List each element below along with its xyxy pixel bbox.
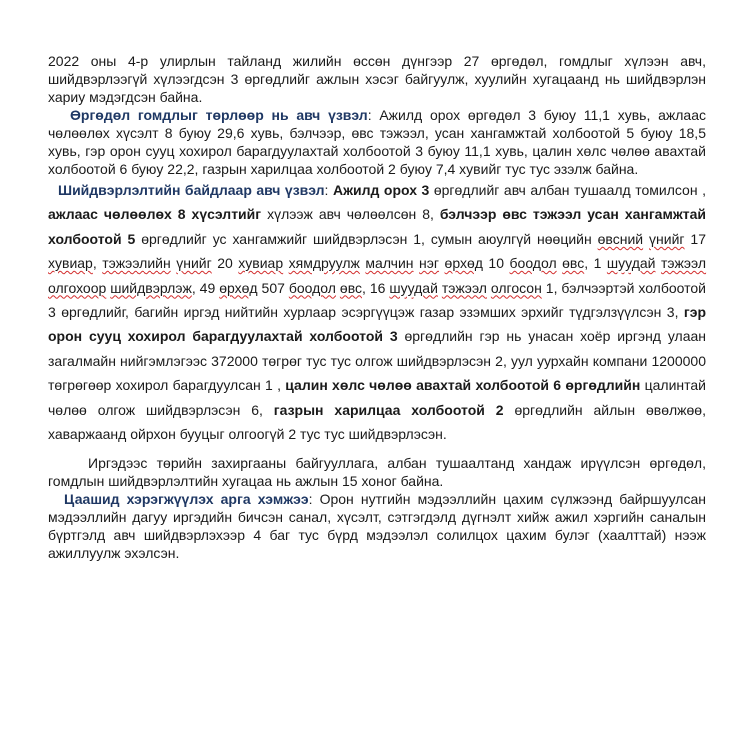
bold-phrase: Ажилд орох 3 — [332, 182, 430, 198]
spellcheck-word: хувиар — [238, 255, 284, 272]
spellcheck-word: өвс — [562, 255, 585, 272]
text-run: хүлээж авч чөлөөлсөн 8, — [261, 206, 440, 223]
paragraph-future-measures — [48, 490, 706, 562]
text-run: өргөдлийн гэр нь унасан хоёр иргэнд улаан загалмайн нийгэмлэгээс 372000 төгрөг тус тус олгож шийдвэрлэсэн 2, уул уурхайн компани 1200000 төгрөгөөр хохирол барагдуулсан 1 , — [48, 328, 706, 394]
text-run: өргөдлийг авч албан тушаалд томилсон , — [429, 182, 706, 198]
text-run: 20 — [211, 255, 239, 272]
spellcheck-word: олгохоор — [48, 279, 107, 296]
spellcheck-word: өрхөд — [219, 279, 258, 296]
spellcheck-word: боодол — [509, 255, 557, 272]
spellcheck-word: хувиар — [48, 255, 93, 272]
text-run: , — [92, 255, 103, 272]
spellcheck-word: хямдруулж — [288, 255, 360, 272]
bold-phrase: бэлчээр өвс тэжээл усан хангамжтай холбоотой 5 — [48, 206, 706, 247]
text-run: , 1 — [584, 255, 607, 272]
heading-by-resolution: Шийдвэрлэлтийн байдлаар авч үзвэл — [58, 182, 325, 198]
deadline-text: Иргэдээс төрийн захиргааны байгууллага, албан тушаалтанд хандаж ирүүлсэн өргөдөл, гомдлын шийдвэрлэлтийн хугацаа нь ажлын 15 хоног байна. — [48, 455, 706, 490]
paragraph-by-type — [48, 106, 706, 178]
text-run: , 16 — [362, 279, 390, 296]
spellcheck-word: тэжээл — [660, 255, 707, 272]
summary-text: 2022 оны 4-р улирлын тайланд жилийн өссөн дүнгээр 27 өргөдөл, гомдлыг хүлээн авч, шийдвэрлээгүй хүлээгдсэн 3 өргөдлийг ажлын хэсэг байгуулж, хуулийн хугацаанд нь шийдвэрлэн хариу мэдэгдсэн байна. — [48, 53, 706, 105]
spellcheck-word: тэжээл — [441, 279, 487, 296]
heading-future-measures: Цаашид хэрэгжүүлэх арга хэмжээ — [64, 491, 309, 508]
heading-colon: : — [324, 182, 329, 198]
bold-phrase: цалин хөлс чөлөө авахтай холбоотой 6 өргөдлийн — [285, 377, 641, 394]
heading-by-type: Өргөдөл гомдлыг төрлөөр нь авч үзвэл — [70, 107, 368, 123]
heading-colon: : — [367, 107, 372, 123]
document-page — [48, 52, 706, 562]
spellcheck-word: нэг — [419, 255, 440, 272]
bold-phrase: гэр орон сууц хохирол барагдуулахтай холбоотой 3 — [48, 304, 706, 345]
heading-colon: : — [308, 491, 313, 508]
bold-phrase: газрын харилцаа холбоотой 2 — [273, 401, 504, 418]
text-run: 10 — [482, 255, 510, 272]
spellcheck-word: шийдвэрлэж — [110, 279, 192, 296]
by-type-text: Ажилд орох өргөдөл 3 буюу 11,1 хувь, ажлаас чөлөөлөх хүсэлт 8 буюу 29,6 хувь, бэлчээр, өвс тэжээл, усан хангамжтай холбоотой 5 буюу 18,5 хувь, гэр орон сууц хохирол барагдуулахтай холбоотой 3 буюу 11,1 хувь, цалин хөлс чөлөө авахтай холбоотой 6 буюу 22,2, газрын харилцаа холбоотой 2 буюу 7,4 хувийг тус тус эзэлж байна. — [48, 107, 706, 177]
spellcheck-word: өрхөд — [444, 255, 483, 272]
spellcheck-word: тэжээлийн — [102, 255, 171, 272]
text-run: 17 — [684, 230, 706, 247]
text-run: өргөдлийн айлын өвөлжөө, хаваржаанд ойрхон бууцыг олгоогүй 2 тус тус шийдвэрлэсэн. — [48, 401, 706, 443]
text-run: , 49 — [191, 279, 220, 296]
text-run: 507 — [257, 279, 289, 296]
spellcheck-word: малчин — [365, 255, 414, 272]
spellcheck-word: өвс — [339, 279, 362, 296]
text-run: цалинтай чөлөө олгож шийдвэрлэсэн 6, — [48, 377, 706, 418]
spellcheck-word: олгосон — [490, 279, 542, 296]
text-run: өргөдлийг ус хангамжийг шийдвэрлэсэн 1, сумын аюулгүй нөөцийн — [135, 230, 598, 247]
spellcheck-word: боодол — [288, 279, 336, 296]
future-measures-text: Орон нутгийн мэдээллийн цахим сүлжээнд байршуулсан мэдээллийн дагуу иргэдийн бичсэн санал, хүсэлт, сэтгэгдэлд дүгнэлт хийж ажил хэргийн саналын бүртгэлд авч шийдвэрлэхээр 4 баг тус бүрд мэдээлэл солилцох цахим булэг (хаалттай) нээж ажиллуулж эхэлсэн. — [48, 491, 706, 562]
spellcheck-word: өвсний — [597, 230, 644, 247]
paragraph-deadline — [48, 454, 706, 490]
paragraph-by-resolution — [48, 178, 706, 446]
spellcheck-word: шуудай — [606, 255, 656, 272]
text-run: 1, бэлчээртэй холбоотой 3 өргөдлийг, багийн иргэд нийтийн хурлаар эсэргүүцэж газар эзэмших эрхийг түдгэлзүүлсэн 3, — [48, 279, 706, 321]
spellcheck-word: үнийг — [649, 230, 685, 247]
spellcheck-word: шуудай — [389, 279, 438, 296]
paragraph-summary — [48, 52, 706, 106]
spellcheck-word: үнийг — [176, 255, 212, 272]
bold-phrase: ажлаас чөлөөлөх 8 хүсэлтийг — [48, 206, 262, 223]
